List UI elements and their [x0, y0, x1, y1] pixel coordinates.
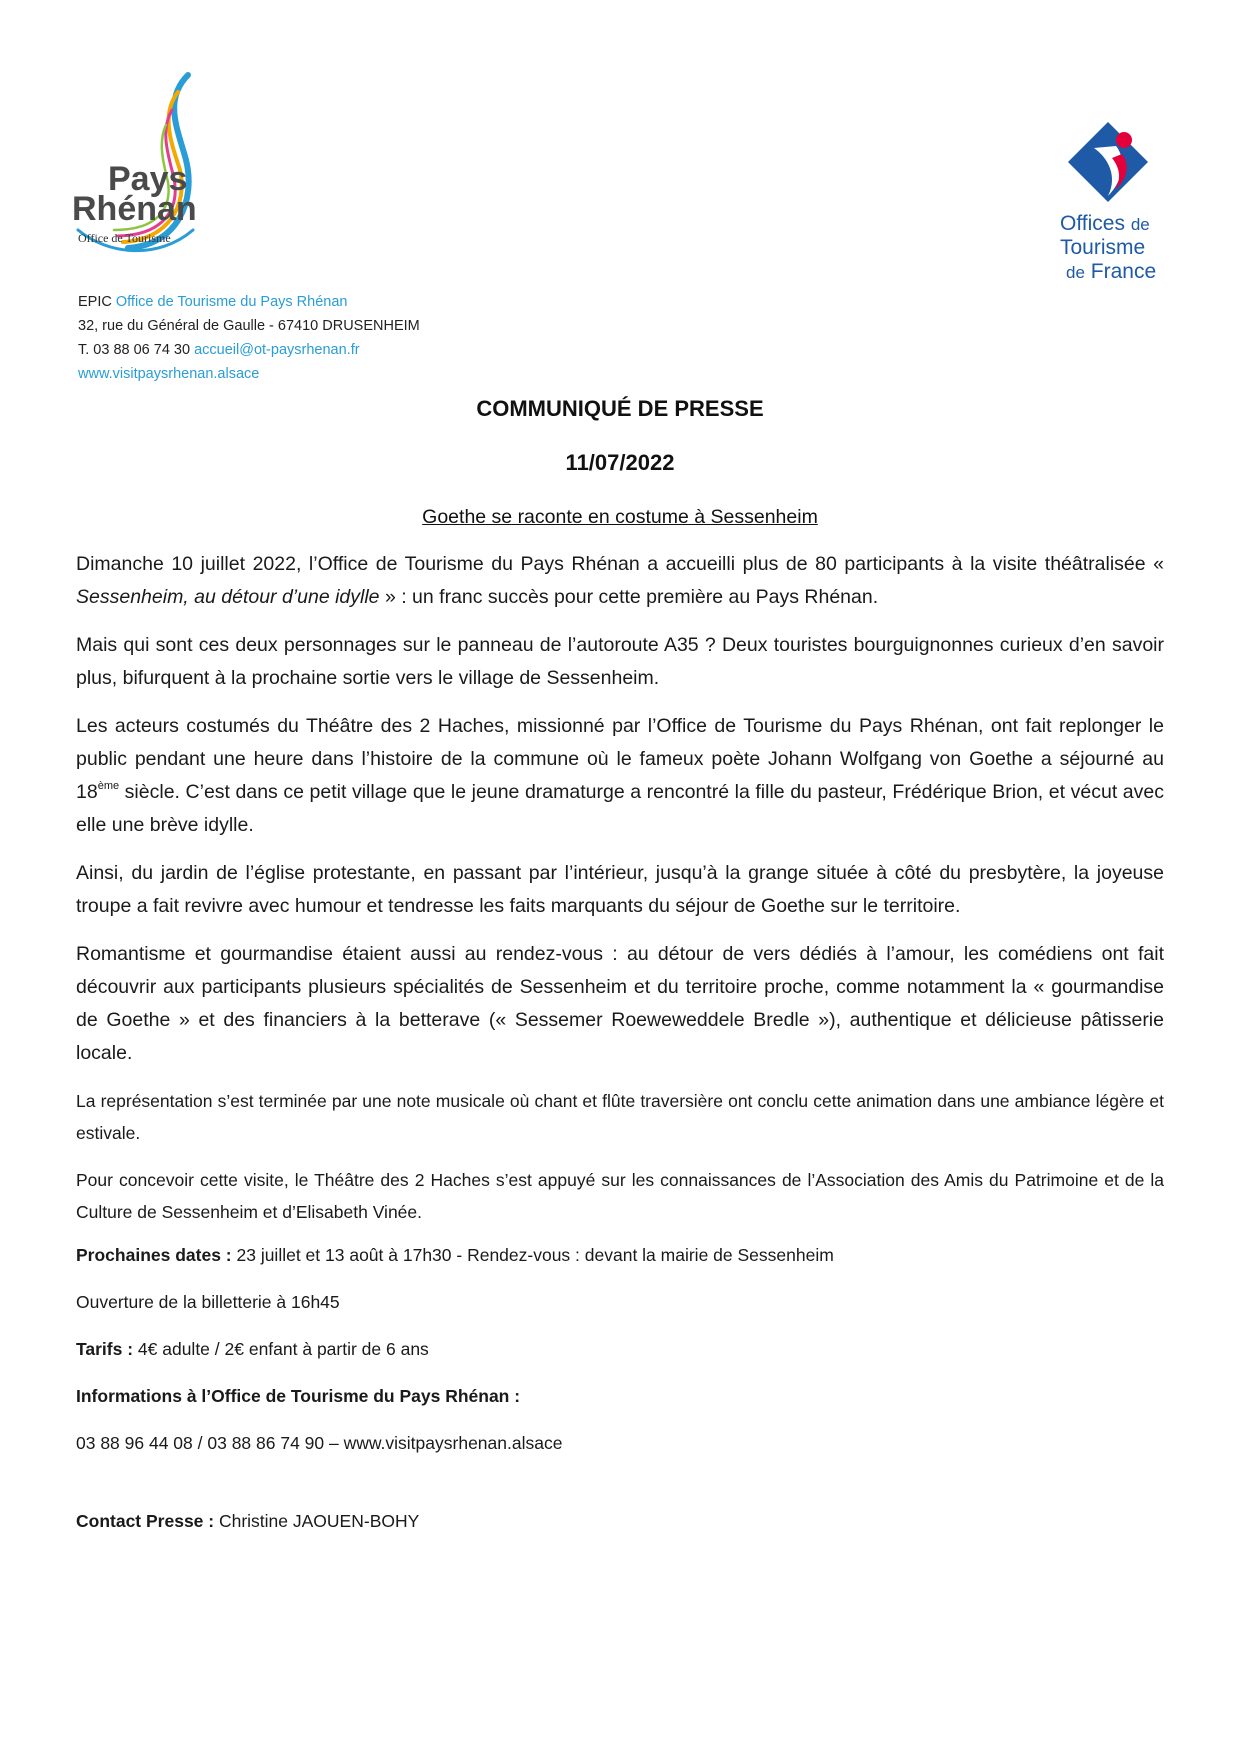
org-name: Office de Tourisme du Pays Rhénan [115, 294, 348, 310]
website-link[interactable]: www.visitpaysrhenan.alsace [78, 366, 260, 382]
page-title: COMMUNIQUÉ DE PRESSE [476, 396, 764, 421]
paragraph-5: Romantisme et gourmandise étaient aussi au rendez-vous : au détour de vers dédiés à l’amour, les comédiens ont fait découvrir aux participants plusieurs spécialités de Sessenheim et du territoire proche, comme notamment la « gourmandise de Goethe » et des financiers à la betterave (« Sessemer Roeweweddele Bredle »), authentique et délicieuse pâtisserie locale. [76, 943, 1164, 1064]
address-street: 32, rue du Général de Gaulle - 67410 DRUSENHEIM [78, 318, 420, 334]
press-body [76, 548, 1164, 1533]
paragraph-6: La représentation s’est terminée par une note musicale où chant et flûte traversière ont conclu cette animation dans une ambiance légère et estivale. [76, 1091, 1164, 1143]
paragraph-1: Dimanche 10 juillet 2022, l’Office de Tourisme du Pays Rhénan a accueilli plus de 80 participants à la visite théâtralisée « Sessenheim, au détour d’une idylle » : un franc succès pour cette première au Pays Rhénan. [76, 553, 1164, 608]
epic-prefix: EPIC [78, 294, 112, 310]
next-dates: Prochaines dates : 23 juillet et 13 août à 17h30 - Rendez-vous : devant la mairie de Sessenheim [76, 1245, 834, 1265]
info-label: Informations à l’Office de Tourisme du Pays Rhénan : [76, 1386, 521, 1406]
logo-text-pays: Pays [108, 160, 188, 198]
otf-diamond-icon [1064, 118, 1152, 206]
press-subtitle: Goethe se raconte en costume à Sessenheim [422, 506, 818, 528]
ticketing-info: Ouverture de la billetterie à 16h45 [76, 1292, 340, 1312]
address-block [78, 290, 420, 386]
paragraph-3: Les acteurs costumés du Théâtre des 2 Haches, missionné par l’Office de Tourisme du Pays Rhénan, ont fait replonger le public pendant une heure dans l’histoire de la commune où le fameux poète Johann Wolfgang von Goethe a séjourné au 18ème siècle. C’est dans ce petit village que le jeune dramaturge a rencontré la fille du pasteur, Frédérique Brion, et vécut avec elle une brève idylle. [76, 715, 1164, 836]
offices-tourisme-france-logo [1060, 118, 1180, 293]
paragraph-4: Ainsi, du jardin de l’église protestante, en passant par l’intérieur, jusqu’à la grange située à côté du presbytère, la joyeuse troupe a fait revivre avec humour et tendresse les faits marquants du séjour de Goethe sur le territoire. [76, 862, 1164, 917]
press-contact: Contact Presse : Christine JAOUEN-BOHY [76, 1511, 420, 1531]
address-org-line [78, 290, 420, 314]
otf-line-france: de France [1066, 260, 1157, 283]
otf-line-tourisme: Tourisme [1060, 236, 1146, 259]
press-date: 11/07/2022 [565, 450, 675, 475]
otf-line-offices: Offices de [1060, 212, 1150, 235]
logo-text-rhenan: Rhénan [72, 190, 197, 228]
info-contacts: 03 88 96 44 08 / 03 88 86 74 90 – www.visitpaysrhenan.alsace [76, 1433, 563, 1453]
email-link[interactable]: accueil@ot-paysrhenan.fr [194, 342, 360, 358]
phone-number: T. 03 88 06 74 30 [78, 342, 191, 358]
paragraph-2: Mais qui sont ces deux personnages sur le panneau de l’autoroute A35 ? Deux touristes bourguignonnes curieux d’en savoir plus, bifurquent à la prochaine sortie vers le village de Sessenheim. [76, 634, 1164, 689]
logo-text-office: Office de Tourisme [78, 231, 171, 245]
prices-info: Tarifs : 4€ adulte / 2€ enfant à partir de 6 ans [76, 1339, 429, 1359]
paragraph-7: Pour concevoir cette visite, le Théâtre des 2 Haches s’est appuyé sur les connaissances de l’Association des Amis du Patrimoine et de la Culture de Sessenheim et d’Elisabeth Vinée. [76, 1170, 1164, 1222]
address-contact-line [78, 338, 420, 362]
